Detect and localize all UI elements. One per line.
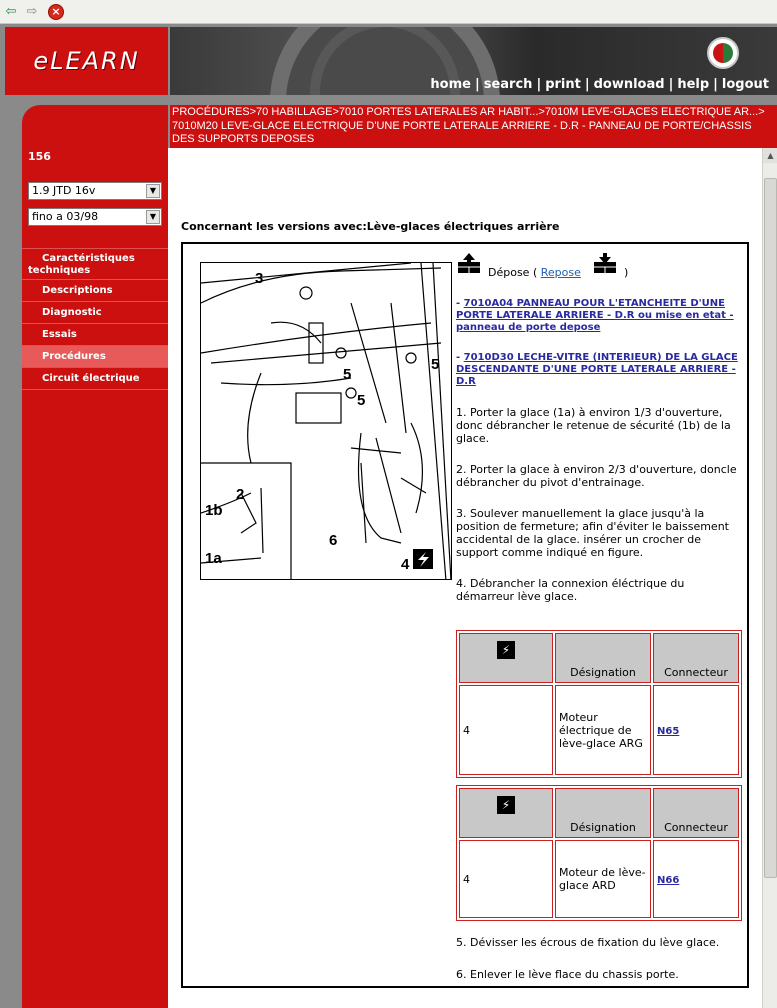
sidebar-item-caracteristiques[interactable]: Caractéristiques techniques [22,248,168,280]
stop-icon[interactable]: × [48,4,64,20]
nav-home[interactable]: home [430,77,471,92]
nav-help[interactable]: help [677,77,710,92]
nav-logout[interactable]: logout [721,77,769,92]
row-designation: Moteur électrique de lève-glace ARG [555,685,651,775]
sidebar-item-diagnostic[interactable]: Diagnostic [22,302,168,324]
connector-table-1 [456,630,742,778]
sidebar-corner [22,105,168,148]
depose-label: Dépose [488,266,530,279]
main-content [168,148,762,1008]
step-2: 2. Porter la glace à environ 2/3 d'ouverture, doncle débrancher du pivot d'entrainage. [456,463,737,489]
table-header-row [459,633,739,683]
header [0,24,777,100]
label-1a: 1a [205,550,222,567]
row-number: 4 [459,685,553,775]
step-6: 6. Enlever le lève flace du chassis porte. [456,968,679,981]
forward-arrow-icon[interactable]: ⇨ [26,4,38,19]
table-header-row [459,788,739,838]
label-6: 6 [329,532,338,549]
label-3: 3 [255,270,264,287]
nav-download[interactable]: download [593,77,665,92]
header-designation: Désignation [555,788,651,838]
step-4: 4. Débrancher la connexion éléctrique du démarreur lève glace. [456,577,685,603]
bolt-icon: ⚡ [497,796,515,814]
label-4: 4 [401,556,410,573]
header-connecteur: Connecteur [653,788,739,838]
nav-print[interactable]: print [545,77,581,92]
row-designation: Moteur de lève-glace ARD [555,840,651,918]
instructions-column [456,252,744,603]
date-select[interactable]: fino a 03/98 ▼ [28,208,162,226]
step-5: 5. Dévisser les écrous de fixation du lève glace. [456,936,720,949]
label-5a: 5 [343,366,352,383]
top-nav: home | search | print | download | help | logout [430,77,769,92]
repose-icon [592,252,618,274]
door-diagram [200,262,452,580]
connector-table-2 [456,785,742,921]
left-grey-bar [0,148,22,1008]
label-2: 2 [236,486,245,503]
browser-toolbar [0,0,777,24]
connector-link-n65[interactable]: N65 [657,725,680,737]
header-banner [170,27,777,95]
breadcrumb-row [0,100,777,148]
chevron-down-icon[interactable]: ▼ [146,210,160,224]
sidebar-item-descriptions[interactable]: Descriptions [22,280,168,302]
sidebar-item-circuit-electrique[interactable]: Circuit électrique [22,368,168,390]
sidebar-menu [22,248,168,390]
scroll-up-icon[interactable]: ▲ [763,148,777,163]
label-5c: 5 [357,392,366,409]
repose-link[interactable]: Repose [540,266,581,279]
back-arrow-icon[interactable]: ⇦ [5,4,17,19]
sidebar [22,148,168,1008]
procedure-box [181,242,749,988]
link-7010d30[interactable]: - 7010D30 LECHE-VITRE (INTERIEUR) DE LA GLACE DESCENDANTE D'UNE PORTE LATERALE ARRIERE - D.R [456,352,738,387]
depose-row: Dépose ( Repose ) [456,252,744,282]
step-3: 3. Soulever manuellement la glace jusqu'à la position de fermeture; afin d'éviter le baissement accidental de la glace. insérer un crocher de support comme indiqué en figure. [456,507,729,559]
page-title: Concernant les versions avec:Lève-glaces électriques arrière [181,220,560,233]
link-7010a04[interactable]: - 7010A04 PANNEAU POUR L'ETANCHEITE D'UNE PORTE LATERALE ARRIERE - D.R ou mise en etat - panneau de porte depose [456,298,734,333]
engine-select[interactable]: 1.9 JTD 16v ▼ [28,182,162,200]
sidebar-item-essais[interactable]: Essais [22,324,168,346]
connector-link-n66[interactable]: N66 [657,874,680,886]
model-label: 156 [28,150,51,163]
step-1: 1. Porter la glace (1a) à environ 1/3 d'ouverture, donc débrancher le retenue de sécurité (1b) de la glace. [456,406,731,445]
bolt-icon: ⚡ [497,641,515,659]
depose-icon [456,252,482,274]
table-row [459,685,739,775]
vertical-scrollbar[interactable] [762,148,777,1008]
label-5b: 5 [431,356,440,373]
label-1b: 1b [205,502,223,519]
nav-search[interactable]: search [483,77,533,92]
header-designation: Désignation [555,633,651,683]
brand-badge-icon [707,37,739,69]
elearn-logo: eLEARN [5,27,168,95]
header-connecteur: Connecteur [653,633,739,683]
sidebar-item-procedures[interactable]: Procédures [22,346,168,368]
door-diagram-svg [201,263,452,580]
row-number: 4 [459,840,553,918]
scrollbar-thumb[interactable] [764,178,777,878]
chevron-down-icon[interactable]: ▼ [146,184,160,198]
table-row [459,840,739,918]
breadcrumb: PROCÉDURES>70 HABILLAGE>7010 PORTES LATERALES AR HABIT...>7010M LEVE-GLACES ELECTRIQUE AR...> 7010M20 LEVE-GLACE ELECTRIQUE D'UNE PORTE LATERALE ARRIERE - D.R - PANNEAU DE PORTE/CHASSIS DES SUPPORTS DEPOSES [170,105,777,148]
